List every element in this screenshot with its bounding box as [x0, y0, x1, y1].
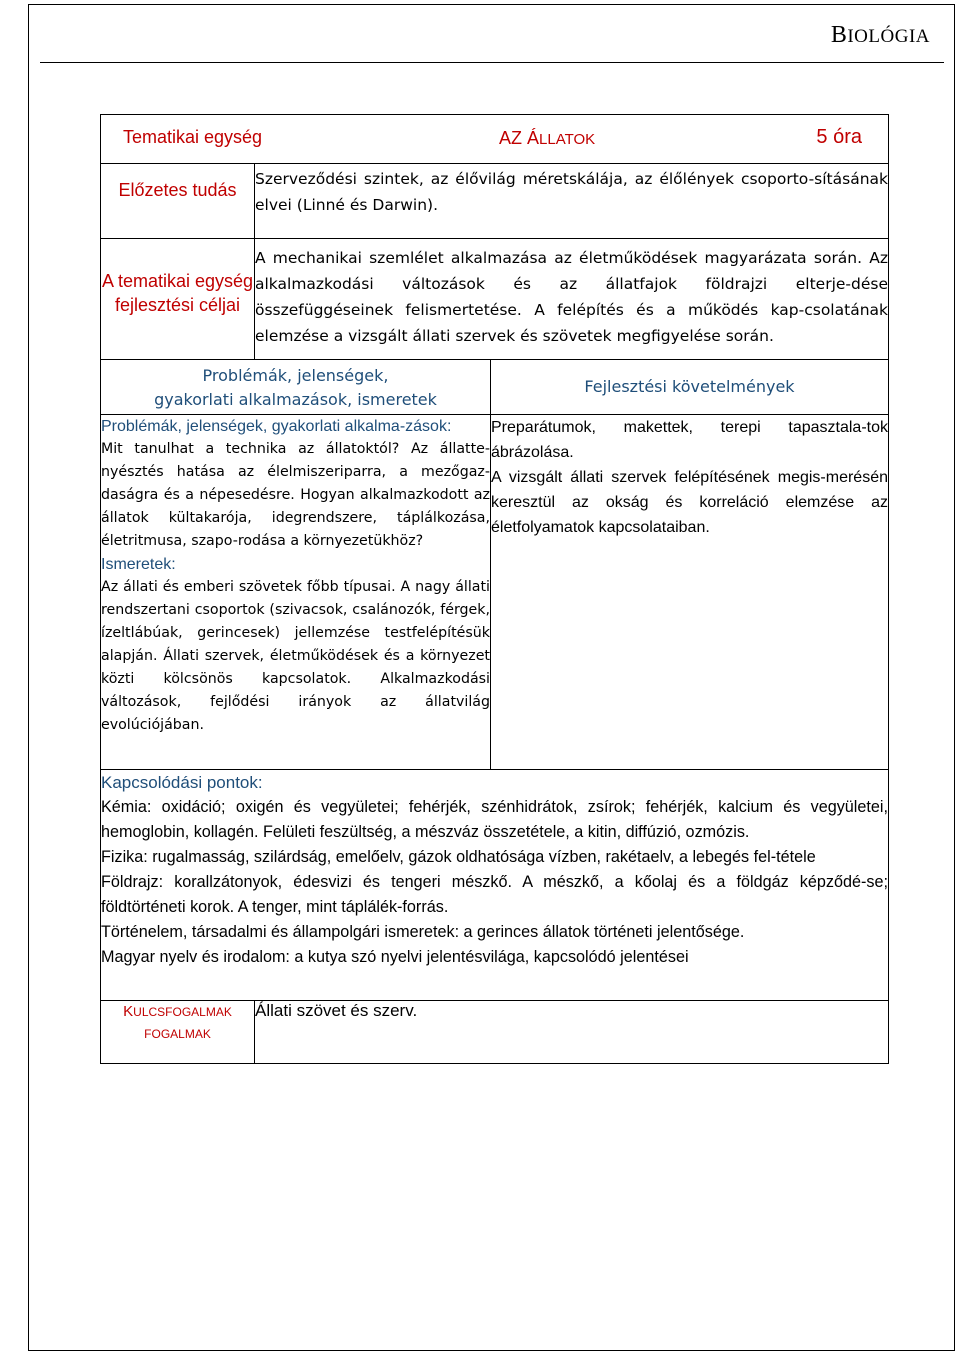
unit-title-row — [101, 115, 889, 164]
left-content-cell — [101, 415, 491, 770]
knowledge-text: Az állati és emberi szövetek főbb típusai. A nagy állati rendszertani csoportok (szivacsok, csalánozók, férgek, ízeltlábúak, gerincesek) jellemzése testfelépítésük alapján. Állati szervek, életműködések és a környezet közti kölcsönös kapcsolatok. Alkalmazkodási változások, fejlődési irányok az állatvilág evolúciójában. — [101, 579, 490, 733]
column-header-row — [101, 360, 889, 415]
keywords-label — [101, 1001, 255, 1064]
prior-knowledge-row — [101, 164, 889, 239]
unit-hours: 5 óra — [816, 126, 862, 148]
connections-line-physics: Fizika: rugalmasság, szilárdság, emelőelv, gázok oldhatósága vízben, rakétaelv, a lebegés fel-tétele — [101, 848, 816, 866]
right-column-header: Fejlesztési követelmények — [491, 360, 889, 415]
problems-text: Mit tanulhat a technika az állatoktól? Az állatte-nyésztés hatása az élelmiszeriparra, a mezőgaz-daságra és a népesedésre. Hogyan alkalmazkodott az állatok kültakarója, idegrendszere, táplálkozása, életritmusa, szapo-rodása a környezetükhöz? — [101, 441, 490, 549]
keywords-label-line2: FOGALMAK — [144, 1027, 211, 1041]
left-column-header — [101, 360, 491, 415]
curriculum-table — [100, 114, 889, 1064]
keywords-label-line1: KULCSFOGALMAK — [123, 1003, 232, 1020]
header-rule — [40, 62, 944, 63]
header-title-rest: IOLÓGIA — [847, 26, 930, 47]
connections-line-history: Történelem, társadalmi és állampolgári ismeretek: a gerinces állatok történeti jelentősége. — [101, 923, 745, 941]
knowledge-heading: Ismeretek: — [101, 556, 176, 573]
unit-name: AZ ÁLLATOK — [499, 128, 596, 148]
connections-line-literature: Magyar nyelv és irodalom: a kutya szó nyelvi jelentésvilága, kapcsolódó jelentései — [101, 948, 689, 966]
connections-line-chemistry: Kémia: oxidáció; oxigén és vegyületei; fehérjék, szénhidrátok, zsírok; fehérjék, kalcium és vegyületei, hemoglobin, kollagén. Felületi feszültség, a mészváz összetétele, a kitin, diffúzió, ozmózis. — [101, 798, 888, 841]
requirements-paragraph-1: Preparátumok, makettek, terepi tapasztala-tok ábrázolása. — [491, 419, 888, 461]
prior-knowledge-text: Szerveződési szintek, az élővilág méretskálája, az élőlények csoporto-sításának elvei (Linné és Darwin). — [255, 164, 889, 239]
keywords-row — [101, 1001, 889, 1064]
keywords-value: Állati szövet és szerv. — [255, 1001, 889, 1064]
problems-heading: Problémák, jelenségek, gyakorlati alkalma-zások: — [101, 418, 452, 435]
requirements-paragraph-2: A vizsgált állati szervek felépítésének megis-merésén keresztül az okság és korreláció elemzése az életfolyamatok kapcsolataiban. — [491, 469, 888, 536]
goals-label-line1: A tematikai egység — [101, 271, 254, 291]
connections-line-geography: Földrajz: korallzátonyok, édesvizi és tengeri mészkő. A mészkő, a kőolaj és a földgáz képződé-se; földtörténeti korok. A tenger, mint táplálék-forrás. — [101, 873, 888, 916]
header-title-initial: B — [830, 22, 848, 48]
goals-row — [101, 239, 889, 360]
connections-cell — [101, 770, 889, 1001]
unit-title-cell — [101, 115, 889, 164]
goals-text: A mechanikai szemlélet alkalmazása az életműködések magyarázata során. Az alkalmazkodási változások és az állatfajok földrajzi elterje-dése összefüggéseinek felismertetése. A felépítés és a működés kap-csolatának elemzése a vizsgált állati szervek és szövetek megfigyelése során. — [255, 239, 889, 360]
left-column-header-line2: gyakorlati alkalmazások, ismeretek — [154, 390, 437, 409]
unit-label: Tematikai egység — [123, 127, 263, 147]
content-row — [101, 415, 889, 770]
goals-label-line2: fejlesztési céljai — [114, 295, 241, 315]
connections-heading: Kapcsolódási pontok: — [101, 773, 263, 792]
connections-row — [101, 770, 889, 1001]
prior-knowledge-label: Előzetes tudás — [101, 164, 255, 239]
left-column-header-line1: Problémák, jelenségek, — [202, 366, 389, 385]
right-content-cell — [491, 415, 889, 770]
goals-label — [101, 239, 255, 360]
header-title — [831, 22, 930, 49]
